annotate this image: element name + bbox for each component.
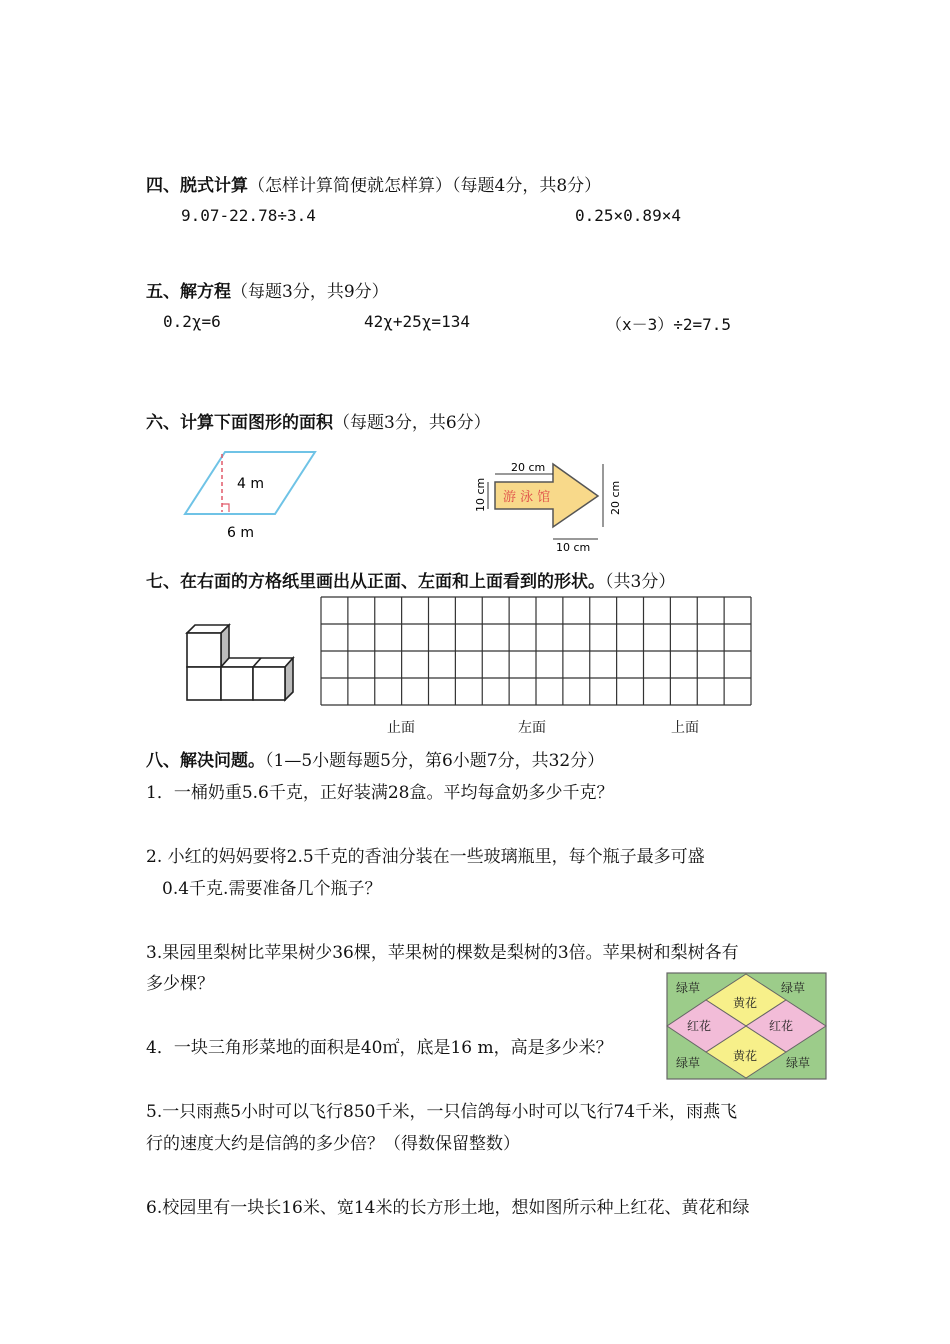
left-view-label: 左面 bbox=[518, 720, 546, 736]
garden-figure bbox=[666, 972, 827, 1080]
parallelogram-height-label: 4 m bbox=[237, 476, 264, 492]
section-5-heading bbox=[146, 277, 389, 302]
section-4-heading bbox=[146, 171, 601, 196]
section-8-heading bbox=[146, 746, 604, 771]
right-angle-mark bbox=[222, 504, 229, 512]
section-6-heading bbox=[146, 408, 491, 433]
problem-1: 1．一桶奶重5.6千克，正好装满28盒。平均每盒奶多少千克？ bbox=[146, 783, 614, 803]
cube-bottom-2 bbox=[221, 667, 253, 700]
cube-upper bbox=[187, 633, 221, 667]
section-6-title: 六、计算下面图形的面积 bbox=[146, 413, 333, 433]
section-4-title: 四、脱式计算 bbox=[146, 176, 248, 196]
s5-equation-1: 0.2χ=6 bbox=[163, 312, 221, 331]
problem-5-line-1: 5.一只雨燕5小时可以飞行850千米，一只信鸽每小时可以飞行74千米，雨燕飞 bbox=[146, 1102, 738, 1122]
s4-question-2: 0.25×0.89×4 bbox=[575, 206, 681, 225]
parallelogram-base-label: 6 m bbox=[227, 525, 254, 541]
arrow-left-dimension: 10 cm bbox=[474, 477, 487, 512]
section-8-note: （1—5小题每题5分，第6小题7分，共32分） bbox=[265, 751, 605, 771]
garden-label-red-right: 红花 bbox=[769, 1019, 794, 1033]
front-view-label: 止面 bbox=[387, 720, 415, 736]
garden-label-yellow-top: 黄花 bbox=[733, 996, 758, 1010]
cube-bottom-1 bbox=[187, 667, 221, 700]
section-7-heading bbox=[146, 567, 675, 592]
section-6-note: （每题3分，共6分） bbox=[333, 413, 491, 433]
problem-6-line-1: 6.校园里有一块长16米、宽14米的长方形土地，想如图所示种上红花、黄花和绿 bbox=[146, 1198, 750, 1218]
problem-3-line-2: 多少棵？ bbox=[146, 974, 214, 994]
problem-3-line-1: 3.果园里梨树比苹果树少36棵，苹果树的棵数是梨树的3倍。苹果树和梨树各有 bbox=[146, 943, 739, 963]
section-8-title: 八、解决问题。 bbox=[146, 751, 265, 771]
problem-4: 4．一块三角形菜地的面积是40㎡，底是16 m，高是多少米？ bbox=[146, 1038, 613, 1058]
problem-5-line-2: 行的速度大约是信鸽的多少倍？（得数保留整数） bbox=[146, 1134, 520, 1154]
problem-2-line-2: 0.4千克.需要准备几个瓶子？ bbox=[162, 879, 382, 899]
arrow-top-dimension: 20 cm bbox=[511, 461, 546, 474]
arrow-right-dimension: 20 cm bbox=[609, 480, 622, 515]
section-7-title: 七、在右面的方格纸里画出从正面、左面和上面看到的形状。 bbox=[146, 572, 605, 592]
problem-2-line-1: 2. 小红的妈妈要将2.5千克的香油分装在一些玻璃瓶里，每个瓶子最多可盛 bbox=[146, 847, 705, 867]
arrow-sign-text: 游 泳 馆 bbox=[503, 490, 551, 505]
garden-label-green-tr: 绿草 bbox=[781, 981, 806, 995]
arrow-figure bbox=[470, 455, 630, 555]
garden-label-red-left: 红花 bbox=[687, 1019, 712, 1033]
garden-label-yellow-bottom: 黄花 bbox=[733, 1049, 758, 1063]
top-view-label: 上面 bbox=[671, 720, 699, 736]
section-5-note: （每题3分，共9分） bbox=[231, 282, 389, 302]
grid-paper[interactable] bbox=[320, 596, 753, 706]
section-7-note: （共3分） bbox=[605, 572, 676, 592]
section-5-title: 五、解方程 bbox=[146, 282, 231, 302]
s4-question-1: 9.07-22.78÷3.4 bbox=[181, 206, 316, 225]
arrow-bottom-dimension: 10 cm bbox=[556, 541, 591, 554]
garden-label-green-br: 绿草 bbox=[786, 1056, 811, 1070]
garden-label-green-tl: 绿草 bbox=[676, 981, 701, 995]
garden-label-green-bl: 绿草 bbox=[676, 1056, 701, 1070]
section-4-note: （怎样计算简便就怎样算）（每题4分，共8分） bbox=[248, 176, 602, 196]
cube-figure bbox=[183, 622, 299, 704]
s5-equation-3: （x－3）÷2=7.5 bbox=[606, 315, 732, 334]
cube-bottom-3 bbox=[253, 667, 285, 700]
s5-equation-2: 42χ+25χ=134 bbox=[364, 312, 470, 331]
parallelogram-figure bbox=[180, 448, 325, 546]
